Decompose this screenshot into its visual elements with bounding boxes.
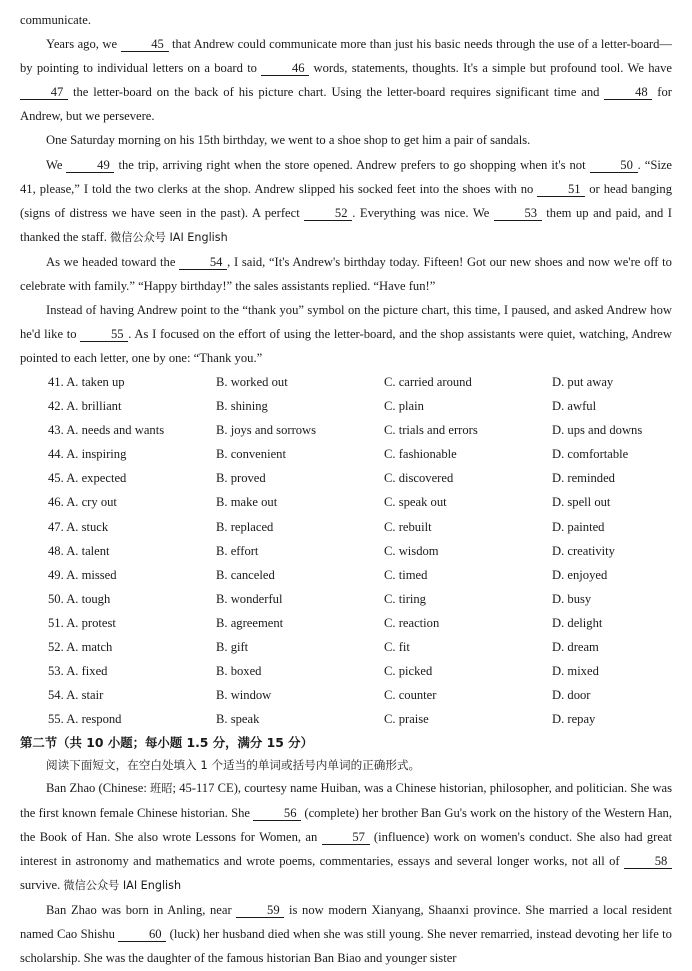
option-b: B. window [216, 688, 272, 703]
option-c: C. tiring [384, 591, 426, 606]
option-b: B. gift [216, 639, 249, 654]
option-c: C. fit [384, 639, 410, 654]
section-2-title: 第二节（共 10 小题；每小题 1.5 分，满分 15 分） [20, 734, 313, 750]
blank-54: 54 [179, 256, 227, 270]
option-d: D. creativity [552, 543, 615, 558]
blank-45: 45 [121, 38, 169, 52]
option-row [20, 587, 672, 611]
option-b: B. shining [216, 399, 268, 414]
option-a: 47. A. stuck [48, 519, 109, 534]
option-a: 42. A. brilliant [48, 399, 122, 414]
option-b: B. speak [216, 712, 260, 727]
option-b: B. proved [216, 471, 266, 486]
blank-50: 50 [590, 159, 638, 173]
blank-57: 57 [322, 831, 370, 845]
option-a: 45. A. expected [48, 471, 127, 486]
option-d: D. busy [552, 591, 592, 606]
option-d: D. enjoyed [552, 567, 608, 582]
option-c: C. picked [384, 664, 433, 679]
option-a: 41. A. taken up [48, 374, 125, 389]
option-a: 43. A. needs and wants [48, 423, 165, 438]
blank-55: 55 [80, 328, 128, 342]
option-d: D. delight [552, 615, 603, 630]
blank-58: 58 [624, 855, 672, 869]
option-row [20, 684, 672, 708]
paragraph-shoe-shop: We 49 the trip, arriving right when the store opened. Andrew prefers to go shopping when it's not 50 . “Size 41, please,” I told the two clerks at the shop. Andrew slipped his socked feet into the shoes with no 51 or head banging (signs of distress we have seen in the past). A perfect 52 . Everything was nice. We 53 them up and paid, and I thanked the staff. 微信公众号 IAI English [20, 157, 673, 244]
option-row [20, 660, 672, 684]
option-row [20, 563, 672, 587]
option-d: D. dream [552, 639, 599, 654]
options-table [20, 370, 672, 731]
option-c: C. fashionable [384, 447, 457, 462]
chinese-name: 班昭 [150, 781, 173, 795]
option-c: C. plain [384, 399, 424, 414]
option-a: 51. A. protest [48, 615, 116, 630]
option-c: C. praise [384, 712, 429, 727]
option-c: C. reaction [384, 615, 440, 630]
option-b: B. canceled [216, 567, 275, 582]
option-d: D. spell out [552, 495, 611, 510]
option-b: B. boxed [216, 664, 262, 679]
paragraph-ban-zhao-2: Ban Zhao was born in Anling, near 59 is now modern Xianyang, Shaanxi province. She married a local resident named Cao Shishu 60 (luck) her husband died when she was still young. She never remarried, instead devoting her life to scholarship. She was the daughter of the famous historian Ban Biao and younger sister [20, 903, 672, 966]
blank-48: 48 [604, 86, 652, 100]
option-c: C. discovered [384, 471, 454, 486]
option-b: B. joys and sorrows [216, 423, 317, 438]
blank-47: 47 [20, 86, 68, 100]
option-row [20, 491, 672, 515]
option-d: D. reminded [552, 471, 615, 486]
paragraph-birthday: One Saturday morning on his 15th birthday, we went to a shoe shop to get him a pair of sandals. [46, 133, 531, 148]
option-a: 55. A. respond [48, 712, 122, 727]
option-a: 54. A. stair [48, 688, 104, 703]
option-b: B. worked out [216, 374, 288, 389]
blank-46: 46 [261, 62, 309, 76]
blank-53: 53 [494, 207, 542, 221]
option-row [20, 395, 672, 419]
option-d: D. mixed [552, 664, 599, 679]
option-a: 44. A. inspiring [48, 447, 127, 462]
option-c: C. counter [384, 688, 437, 703]
blank-60: 60 [118, 928, 166, 942]
paragraph-letter-board: Years ago, we 45 that Andrew could communicate more than just his basic needs through the use of a letter-board—by pointing to individual letters on a board to 46 words, statements, thoughts. It's a simple but profound tool. We have 47 the letter-board on the back of his picture chart. Using the letter-board requires significant time and 48 for Andrew, but we persevere. [20, 37, 672, 124]
option-c: C. speak out [384, 495, 447, 510]
option-c: C. trials and errors [384, 423, 478, 438]
option-b: B. agreement [216, 615, 284, 630]
option-b: B. make out [216, 495, 278, 510]
option-c: C. rebuilt [384, 519, 432, 534]
option-d: D. put away [552, 374, 614, 389]
option-row [20, 708, 672, 732]
option-d: D. repay [552, 712, 596, 727]
option-row [20, 467, 672, 491]
option-b: B. wonderful [216, 591, 283, 606]
option-c: C. timed [384, 567, 428, 582]
option-d: D. comfortable [552, 447, 629, 462]
blank-51: 51 [537, 183, 585, 197]
option-d: D. door [552, 688, 591, 703]
blank-56: 56 [253, 807, 301, 821]
option-d: D. awful [552, 399, 597, 414]
paragraph-ban-zhao-1: Ban Zhao (Chinese: 班昭; 45-117 CE), courtesy name Huiban, was a Chinese historian, philosopher, and politician. She was the first known female Chinese historian. She 56 (complete) her brother Ban Gu's work on the history of the Western Han, the Book of Han. She also wrote Lessons for Women, an 57 (influence) work on women's conduct. She also had great interest in astronomy and mathematics and wrote poems, commentaries, essays and several longer works, not all of 58 survive. 微信公众号 IAI English [20, 780, 672, 893]
option-row [20, 370, 672, 394]
paragraph-heading-out: As we headed toward the 54 , I said, “It's Andrew's birthday today. Fifteen! Got our new shoes and now we're off to celebrate with family.” “Happy birthday!” the sales assistants replied. “Have fun!” [20, 254, 672, 294]
paragraph-intro-tail: communicate. [20, 13, 91, 27]
watermark-text: 微信公众号 IAI English [63, 879, 182, 893]
option-row [20, 539, 672, 563]
option-row [20, 635, 672, 659]
option-c: C. carried around [384, 374, 472, 389]
option-a: 48. A. talent [48, 543, 110, 558]
blank-52: 52 [304, 207, 352, 221]
option-b: B. replaced [216, 519, 274, 534]
option-row [20, 443, 672, 467]
section-2-instruction: 阅读下面短文，在空白处填入 1 个适当的单词或括号内单词的正确形式。 [46, 757, 421, 772]
watermark-text: 微信公众号 IAI English [110, 230, 228, 244]
option-b: B. convenient [216, 447, 286, 462]
option-a: 52. A. match [48, 639, 113, 654]
blank-49: 49 [66, 159, 114, 173]
paragraph-thank-you: Instead of having Andrew point to the “thank you” symbol on the picture chart, this time, I paused, and asked Andrew how he'd like to 55 . As I focused on the effort of using the letter-board, and the shop assistants were quiet, watching, Andrew pointed to each letter, one by one: “Thank you.” [20, 303, 672, 366]
option-row [20, 611, 672, 635]
option-row [20, 515, 672, 539]
option-a: 49. A. missed [48, 567, 117, 582]
option-a: 46. A. cry out [48, 495, 117, 510]
option-d: D. ups and downs [552, 423, 643, 438]
option-a: 50. A. tough [48, 591, 111, 606]
blank-59: 59 [236, 904, 284, 918]
option-b: B. effort [216, 543, 259, 558]
option-a: 53. A. fixed [48, 664, 108, 679]
option-c: C. wisdom [384, 543, 439, 558]
option-row [20, 419, 672, 443]
option-d: D. painted [552, 519, 605, 534]
